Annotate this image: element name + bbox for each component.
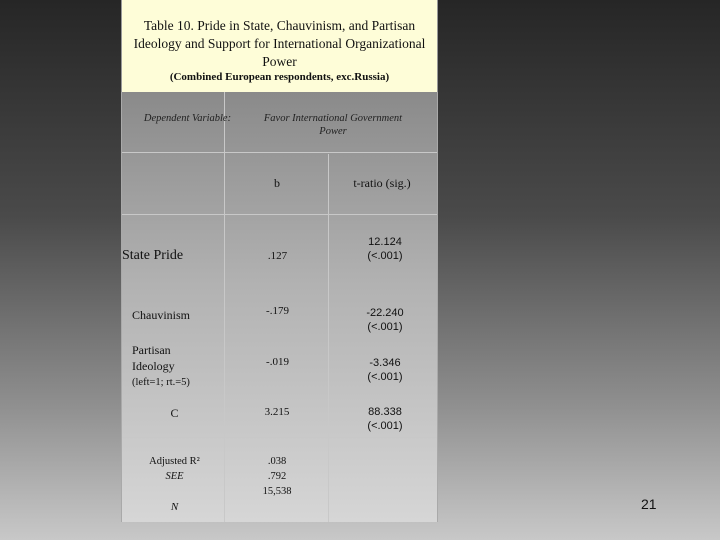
row-label-constant: C (170, 406, 179, 420)
adj-r2-label: Adjusted R² (149, 456, 200, 467)
see-label: SEE (165, 471, 184, 482)
t-value: -22.240 (366, 307, 404, 319)
b-value: 3.215 (264, 406, 290, 418)
sig-value: (<.001) (367, 420, 403, 432)
row-divider (122, 152, 437, 153)
page-number: 21 (641, 496, 657, 512)
col-header-t-ratio: t-ratio (sig.) (353, 176, 411, 190)
sig-value: (<.001) (367, 321, 403, 333)
column-divider (328, 154, 329, 522)
table-subtitle: (Combined European respondents, exc.Russia) (169, 71, 390, 83)
b-value: .127 (267, 250, 288, 262)
sig-value: (<.001) (367, 371, 403, 383)
row-label-partisan-ideology: Partisan Ideology (132, 343, 175, 373)
column-divider (224, 92, 225, 522)
row-label-chauvinism: Chauvinism (132, 308, 191, 322)
t-value: -3.346 (369, 357, 401, 369)
n-label: N (170, 501, 179, 513)
n-value: 15,538 (262, 486, 292, 497)
see-value: .792 (267, 471, 287, 482)
b-value: -.179 (266, 305, 289, 317)
regression-table (121, 92, 438, 522)
col-header-b: b (274, 176, 280, 190)
row-label-state-pride: State Pride (122, 248, 184, 263)
row-label-note: (left=1; rt.=5) (132, 377, 190, 388)
sig-value: (<.001) (367, 250, 403, 262)
dependent-variable-value: Favor International Government Power (263, 113, 403, 137)
table-title-box (121, 0, 438, 92)
t-value: 12.124 (368, 236, 402, 248)
row-divider (122, 437, 437, 438)
adj-r2-value: .038 (267, 456, 287, 467)
dependent-variable-label: Dependent Variable: (143, 113, 232, 124)
b-value: -.019 (266, 356, 289, 368)
row-divider (122, 214, 437, 215)
t-value: 88.338 (368, 406, 402, 418)
table-title: Table 10. Pride in State, Chauvinism, and Partisan Ideology and Support for International Organizational Power (133, 18, 426, 69)
